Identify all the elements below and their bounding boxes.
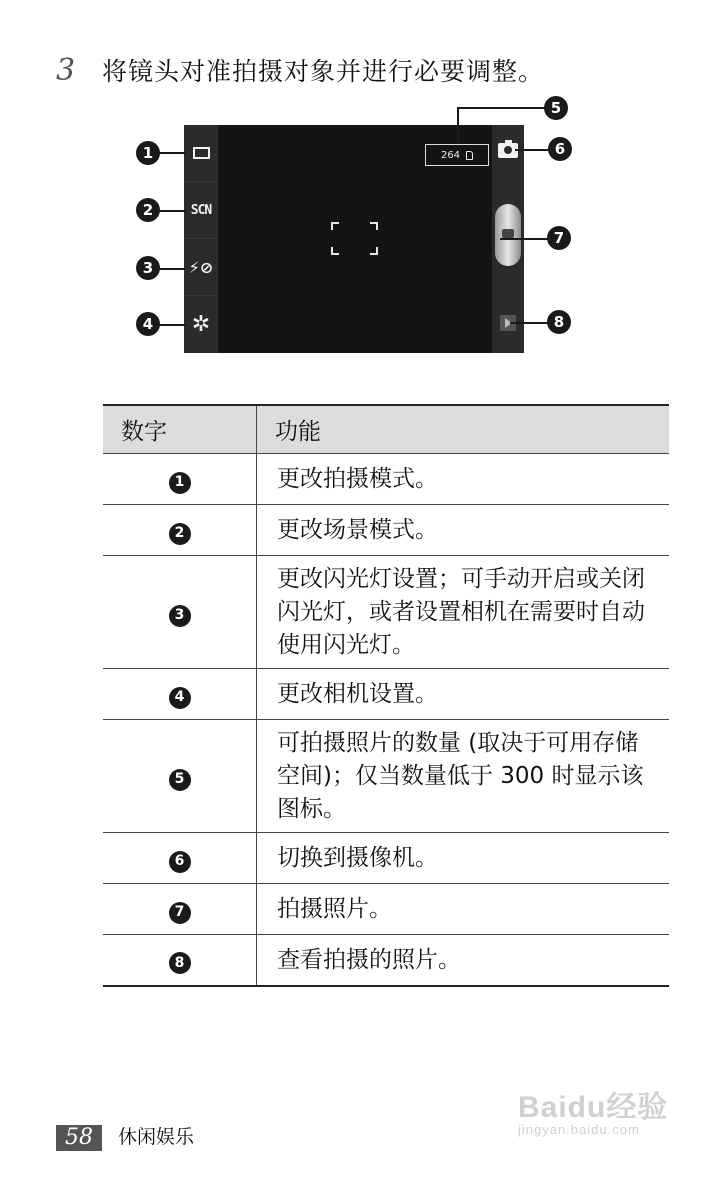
scene-mode-icon[interactable]: SCN xyxy=(184,182,218,239)
flash-off-icon[interactable]: ⚡⊘ xyxy=(184,239,218,296)
row-number-badge: 3 xyxy=(169,605,191,627)
table-row xyxy=(103,833,669,884)
page-number: 58 xyxy=(56,1125,102,1151)
table-row xyxy=(103,884,669,935)
settings-gear-icon[interactable]: ✲ xyxy=(191,311,211,337)
shutter-button[interactable] xyxy=(495,204,521,266)
row-description: 可拍摄照片的数量 (取决于可用存储空间)；仅当数量低于 300 时显示该图标。 xyxy=(257,720,670,833)
header-number: 数字 xyxy=(103,405,257,454)
row-description: 切换到摄像机。 xyxy=(257,833,670,884)
row-description: 更改相机设置。 xyxy=(257,669,670,720)
row-number-badge: 7 xyxy=(169,902,191,924)
step-text: 将镜头对准拍摄对象并进行必要调整。 xyxy=(102,57,545,86)
row-number-badge: 8 xyxy=(169,952,191,974)
row-number-badge: 6 xyxy=(169,851,191,873)
table-row xyxy=(103,935,669,986)
left-toolbar xyxy=(184,125,218,353)
callout-1: 1 xyxy=(136,141,160,165)
watermark-url: jingyan.baidu.com xyxy=(518,1122,640,1137)
row-description: 更改闪光灯设置；可手动开启或关闭闪光灯，或者设置相机在需要时自动使用闪光灯。 xyxy=(257,556,670,669)
memory-card-icon xyxy=(466,151,473,160)
step-instruction xyxy=(56,52,544,88)
table-row xyxy=(103,556,669,669)
step-number: 3 xyxy=(56,53,76,88)
section-title: 休闲娱乐 xyxy=(118,1126,195,1148)
camera-icon xyxy=(502,229,514,238)
watermark xyxy=(518,1082,668,1137)
photo-count-indicator xyxy=(425,144,489,166)
watermark-brand: Baidu经验 xyxy=(518,1091,669,1124)
table-row xyxy=(103,454,669,505)
camera-screen xyxy=(184,125,524,353)
callout-3: 3 xyxy=(136,256,160,280)
row-description: 拍摄照片。 xyxy=(257,884,670,935)
callout-7: 7 xyxy=(547,226,571,250)
row-description: 更改场景模式。 xyxy=(257,505,670,556)
row-number-badge: 4 xyxy=(169,687,191,709)
table-row xyxy=(103,669,669,720)
callout-2: 2 xyxy=(136,198,160,222)
feature-table xyxy=(103,404,669,987)
callout-5: 5 xyxy=(544,96,568,120)
callout-6: 6 xyxy=(548,137,572,161)
photo-count: 264 xyxy=(440,149,461,161)
callout-4: 4 xyxy=(136,312,160,336)
row-number-badge: 2 xyxy=(169,523,191,545)
row-number-badge: 1 xyxy=(169,472,191,494)
table-row xyxy=(103,720,669,833)
table-row xyxy=(103,505,669,556)
row-number-badge: 5 xyxy=(169,769,191,791)
header-function: 功能 xyxy=(257,405,670,454)
callout-8: 8 xyxy=(547,310,571,334)
row-description: 更改拍摄模式。 xyxy=(257,454,670,505)
shooting-mode-icon[interactable] xyxy=(184,125,218,182)
row-description: 查看拍摄的照片。 xyxy=(257,935,670,986)
